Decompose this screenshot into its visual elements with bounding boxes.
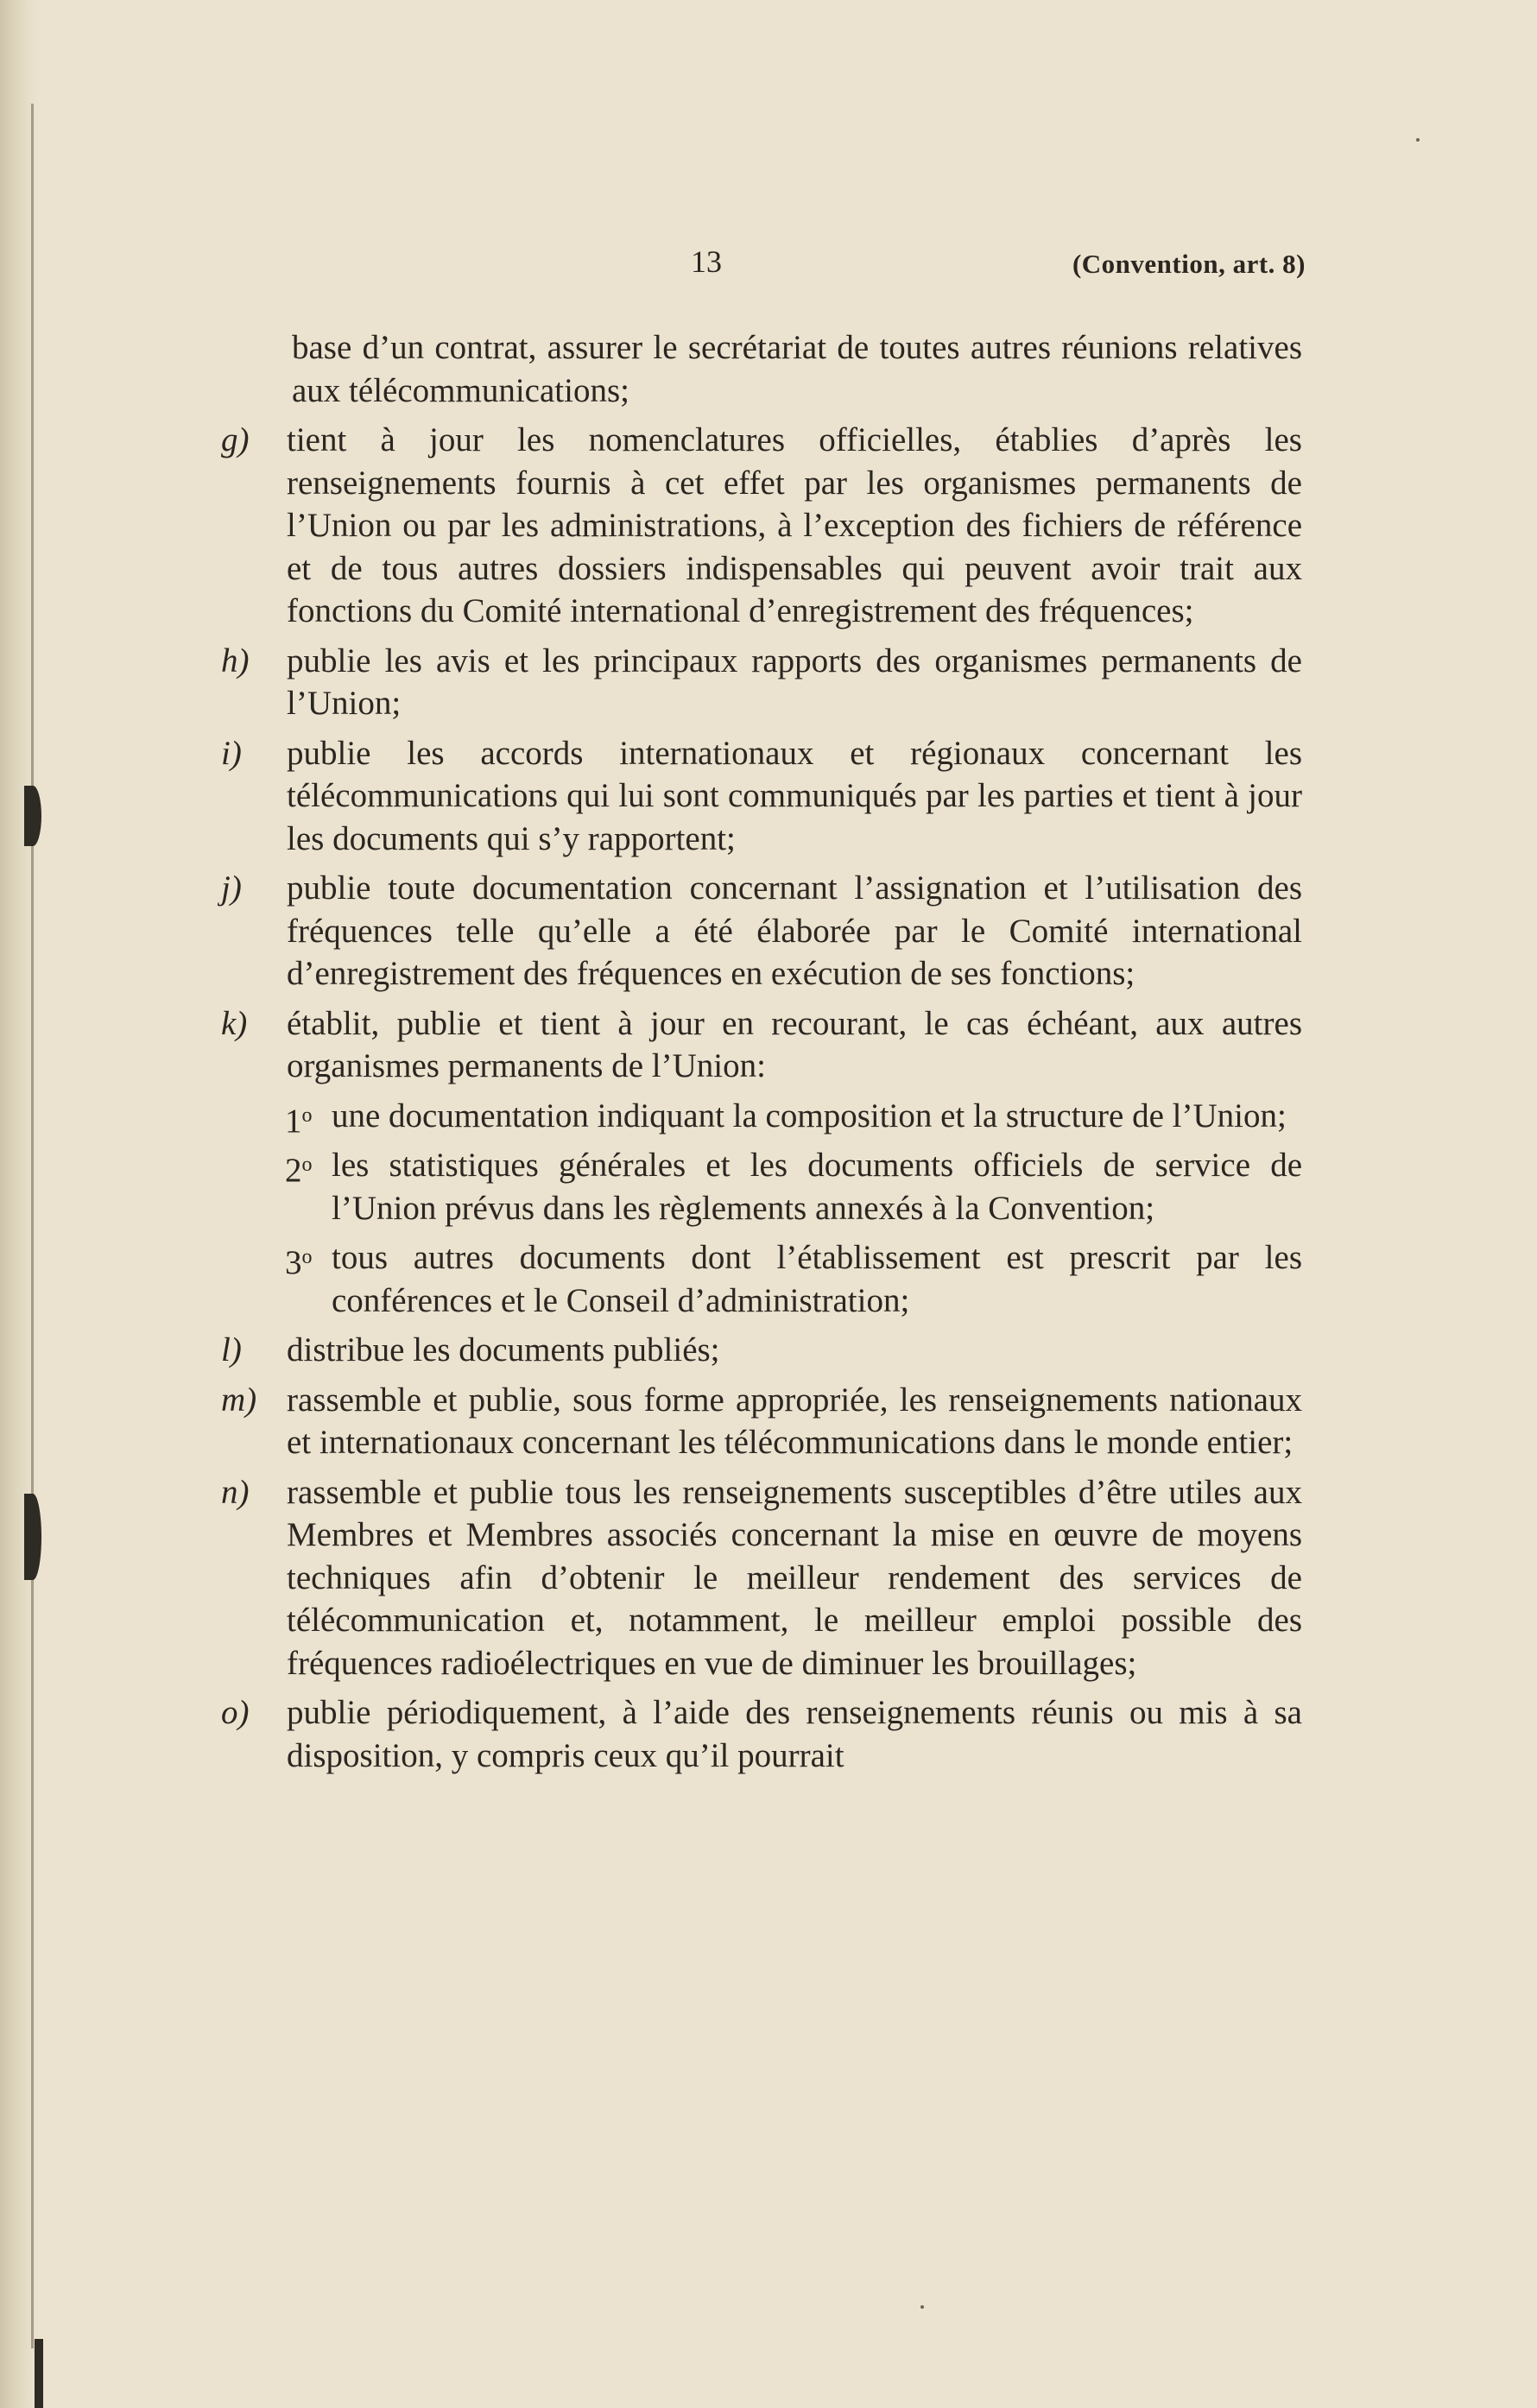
item-text: distribue les documents publiés; (287, 1331, 720, 1368)
item-text: rassemble et publie, sous forme appropriée, les renseignements nationaux et internationaux concernant les télécommunications dans le monde entier; (287, 1381, 1302, 1461)
item-marker: k) (221, 1004, 248, 1042)
item-marker: m) (221, 1381, 257, 1419)
list-item-m (221, 1379, 1302, 1464)
item-text: publie les accords internationaux et régionaux concernant les télécommunications qui lui sont communiqués par les parties et tient à jour les documents qui s’y rapportent; (287, 734, 1302, 857)
item-text: publie toute documentation concernant l’assignation et l’utilisation des fréquences telle qu’elle a été élaborée par le Comité international d’enregistrement des fréquences en exécution de ses fonctions; (287, 869, 1302, 992)
item-text: publie les avis et les principaux rapports des organismes permanents de l’Union; (287, 642, 1302, 722)
list-item-l (221, 1329, 1302, 1372)
binding-foot (35, 2339, 43, 2408)
list-item-o (221, 1691, 1302, 1777)
paper-speck (1416, 138, 1420, 142)
sub-item-number: 2$^o$ (285, 1152, 313, 1189)
running-head: (Convention, art. 8) (1072, 249, 1306, 279)
page-binding-line (31, 104, 34, 2348)
item-marker: i) (221, 734, 242, 772)
list-item-n (221, 1471, 1302, 1685)
item-text: tient à jour les nomenclatures officielles, établies d’après les renseignements fournis à cet effet par les organismes permanents de l’Union ou par les administrations, à l’exception des fichiers de référence et de tous autres dossiers indispensables qui peuvent avoir trait aux fonctions du Comité international d’enregistrement des fréquences; (287, 421, 1302, 629)
page-header (0, 243, 1537, 287)
item-marker: n) (221, 1473, 250, 1511)
list-item-i (221, 732, 1302, 861)
item-text: établit, publie et tient à jour en recourant, le cas échéant, aux autres organismes permanents de l’Union: (287, 1004, 1302, 1084)
list-item-g (221, 419, 1302, 633)
sub-item-number: 1$^o$ (285, 1102, 313, 1140)
page-number: 13 (691, 244, 722, 279)
list-item-j (221, 867, 1302, 995)
item-marker: l) (221, 1331, 242, 1368)
page-body (221, 326, 1302, 1784)
item-marker: h) (221, 642, 250, 679)
intro-paragraph: base d’un contrat, assurer le secrétariat de toutes autres réunions relatives aux télécommunications; (292, 329, 1302, 409)
sub-item-number: 3$^o$ (285, 1244, 313, 1281)
item-text: publie périodiquement, à l’aide des renseignements réunis ou mis à sa disposition, y compris ceux qu’il pourrait (287, 1694, 1302, 1774)
list-item-k (221, 1002, 1302, 1088)
item-marker: g) (221, 421, 250, 458)
binding-blot (24, 1494, 41, 1580)
sub-item-text: une documentation indiquant la composition et la structure de l’Union; (332, 1097, 1287, 1134)
list-item-h (221, 640, 1302, 725)
sub-item-2 (221, 1144, 1302, 1229)
sub-item-text: tous autres documents dont l’établissement est prescrit par les conférences et le Conseil d’administration; (332, 1239, 1302, 1319)
binding-blot (24, 786, 41, 846)
item-marker: j) (221, 869, 242, 907)
item-text: rassemble et publie tous les renseignements susceptibles d’être utiles aux Membres et Membres associés concernant la mise en œuvre de moyens techniques afin d’obtenir le meilleur rendement des services de télécommunication et, notamment, le meilleur emploi possible des fréquences radioélectriques en vue de diminuer les brouillages; (287, 1473, 1302, 1682)
item-marker: o) (221, 1694, 250, 1731)
sub-item-1 (221, 1095, 1302, 1138)
sub-item-3 (221, 1236, 1302, 1322)
paper-speck (920, 2305, 924, 2309)
page-binding-edge (0, 0, 40, 2408)
sub-item-text: les statistiques générales et les documents officiels de service de l’Union prévus dans les règlements annexés à la Convention; (332, 1147, 1302, 1227)
